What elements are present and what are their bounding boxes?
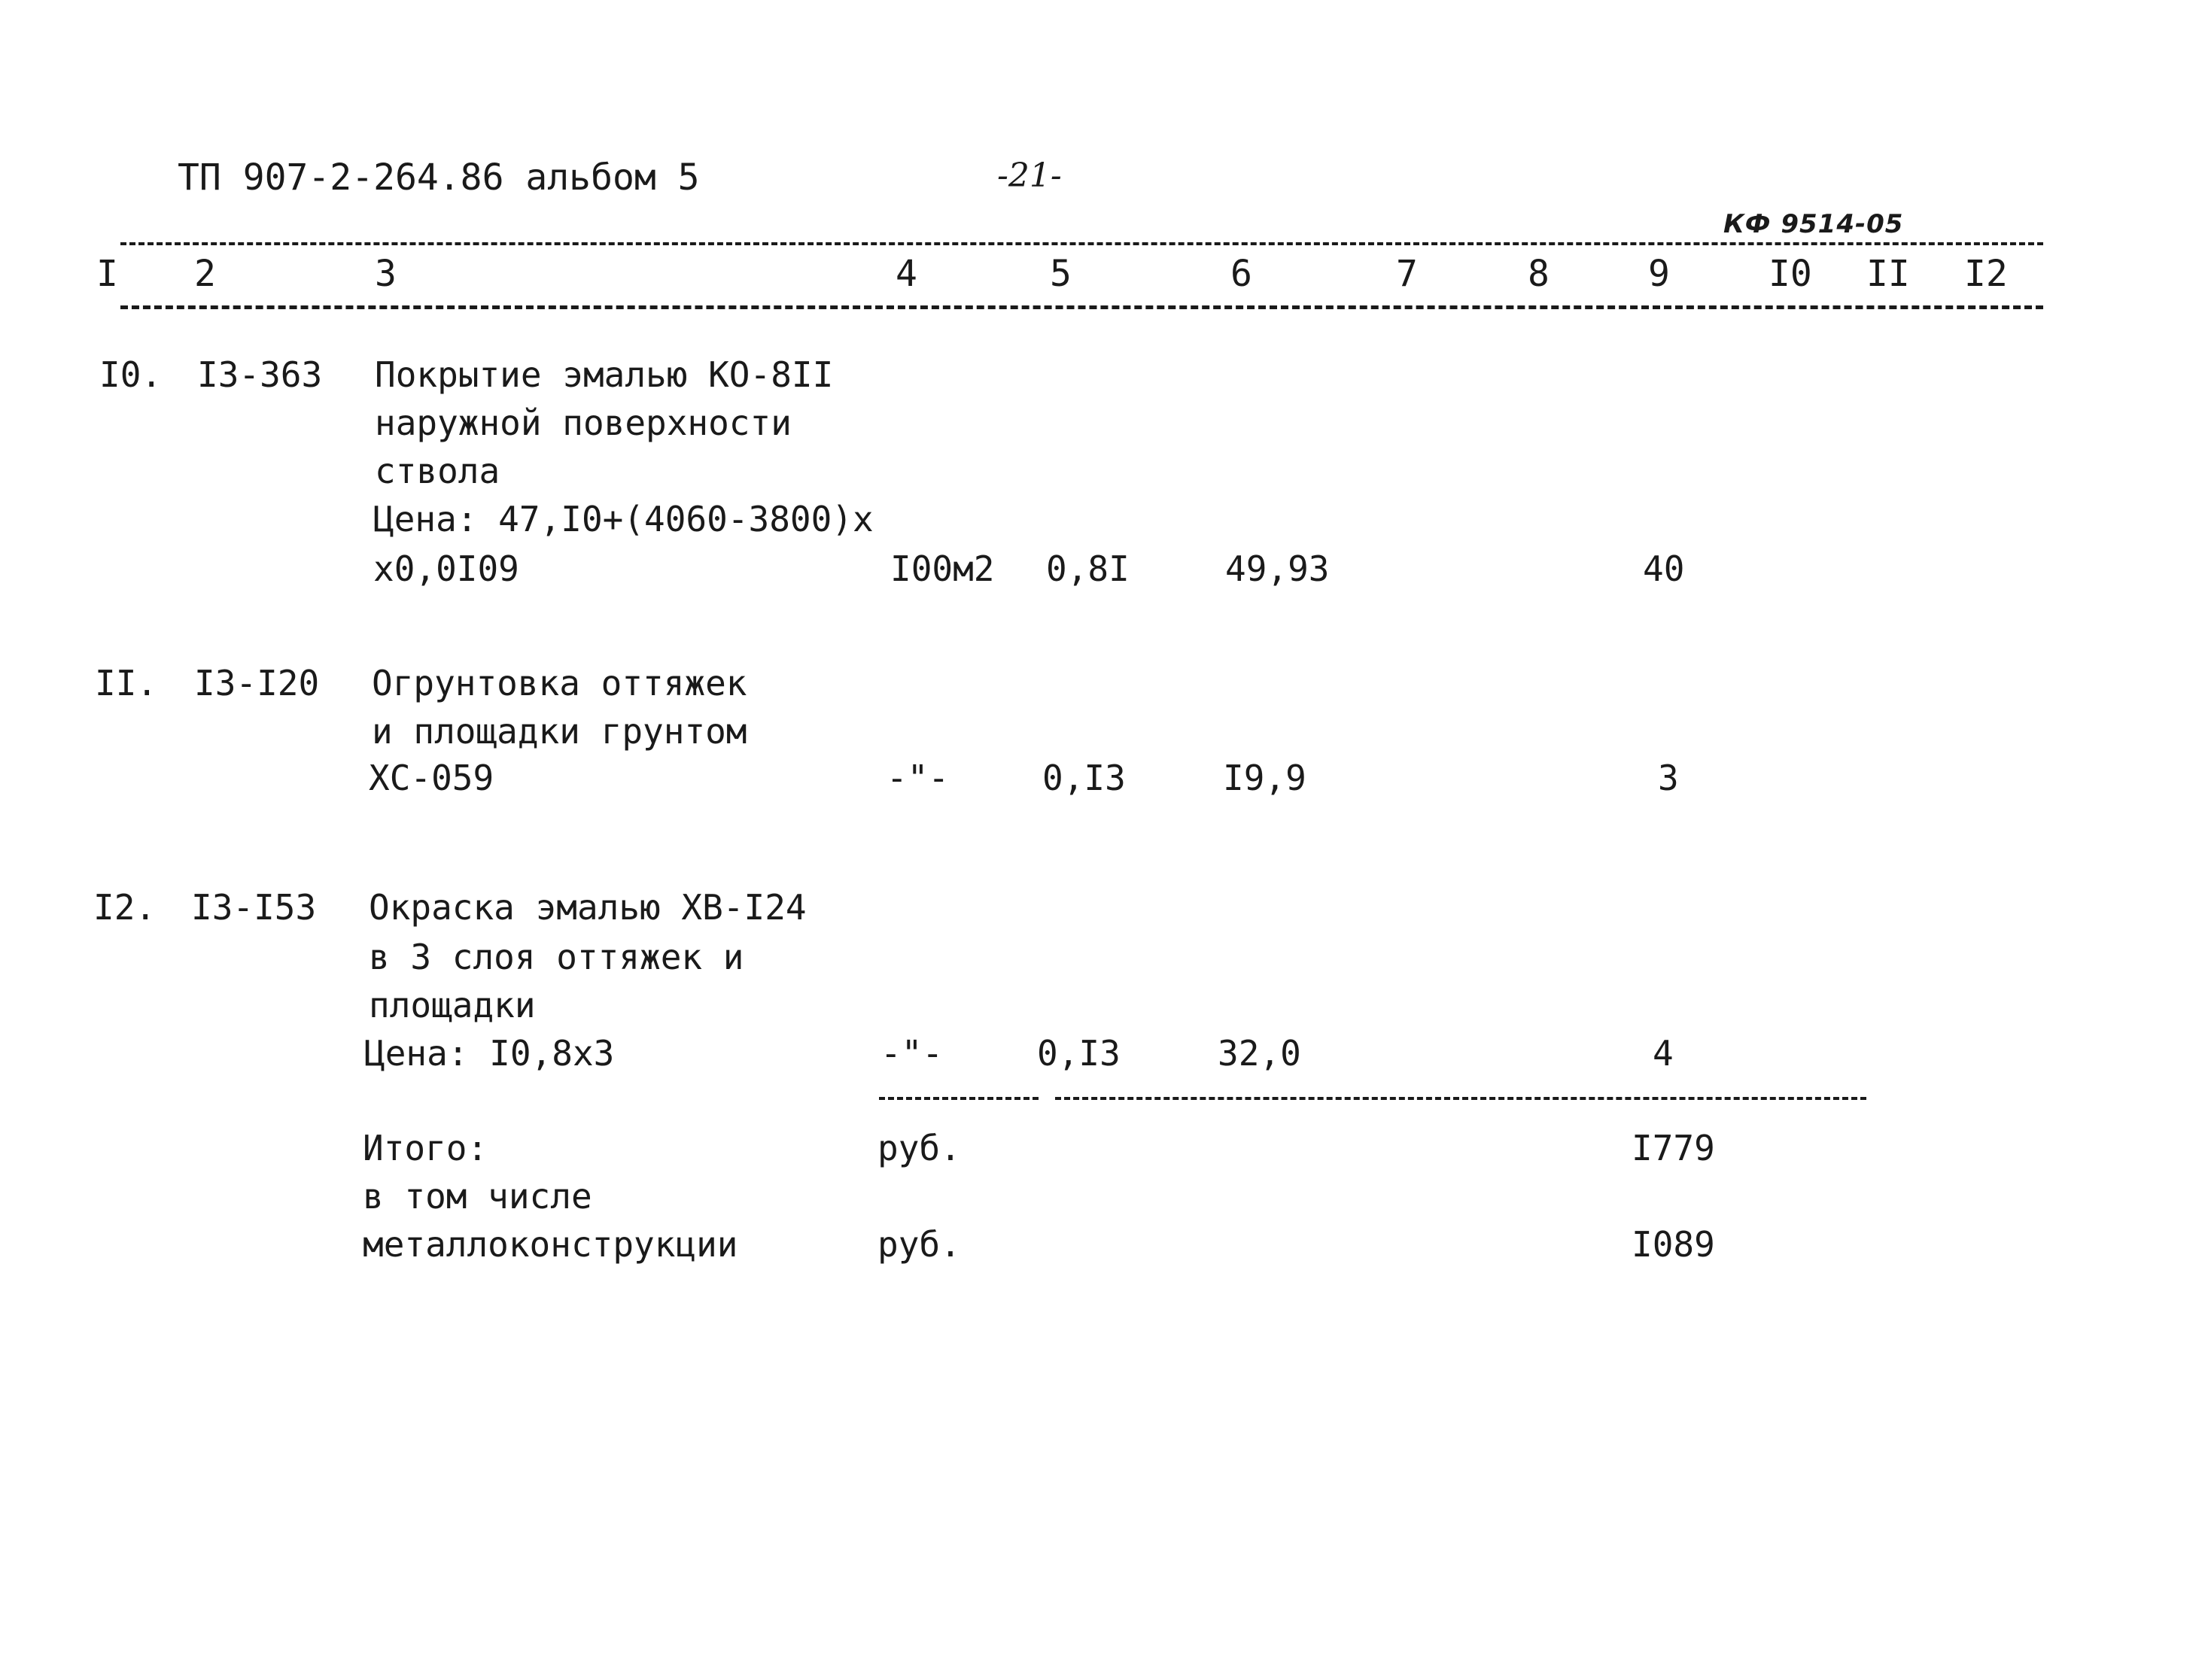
row-total: 4	[1653, 1033, 1674, 1074]
row-number: I0.	[99, 354, 163, 395]
row-unit: I00м2	[890, 548, 995, 589]
total-value: I779	[1632, 1128, 1715, 1168]
row-total: 3	[1658, 758, 1679, 798]
column-header-6: 6	[1230, 253, 1252, 295]
page-number: -21-	[997, 156, 1062, 195]
document-stamp: КФ 9514-05	[1723, 209, 1904, 239]
total-label: Итого:	[363, 1128, 488, 1168]
column-header-1: I	[96, 253, 118, 295]
column-header-12: I2	[1964, 253, 2008, 295]
row-description-line: Цена: I0,8х3	[364, 1033, 615, 1074]
column-header-5: 5	[1050, 253, 1072, 295]
row-unit: -"-	[880, 1033, 944, 1074]
column-header-3: 3	[375, 253, 397, 295]
row-code: I3-I53	[191, 887, 317, 928]
column-header-11: II	[1866, 253, 1910, 295]
row-total: 40	[1643, 548, 1685, 589]
column-header-2: 2	[194, 253, 216, 295]
row-quantity: 0,8I	[1046, 548, 1130, 589]
column-header-8: 8	[1528, 253, 1550, 295]
row-unit-price: I9,9	[1223, 758, 1306, 798]
column-header-4: 4	[896, 253, 917, 295]
row-description-line: наружной поверхности	[375, 403, 792, 443]
metal-structures-value: I089	[1632, 1224, 1715, 1265]
row-unit-price: 49,93	[1225, 548, 1330, 589]
row-description-line: ХС-059	[369, 758, 494, 798]
column-header-10: I0	[1769, 253, 1812, 295]
row-unit: -"-	[887, 758, 950, 798]
metal-structures-unit: руб.	[877, 1224, 961, 1265]
column-header-7: 7	[1396, 253, 1418, 295]
row-description-line: площадки	[369, 985, 536, 1025]
row-number: II.	[95, 663, 158, 703]
row-quantity: 0,I3	[1042, 758, 1126, 798]
document-reference: ТП 907-2-264.86 альбом 5	[178, 156, 700, 199]
summary-separator-left	[879, 1097, 1039, 1100]
row-unit-price: 32,0	[1218, 1033, 1301, 1074]
row-description-line: Окраска эмалью ХВ-I24	[369, 887, 807, 928]
row-description-line: Покрытие эмалью КО-8II	[375, 354, 834, 395]
total-unit: руб.	[877, 1128, 961, 1168]
row-description-line: Огрунтовка оттяжек	[372, 663, 747, 703]
row-quantity: 0,I3	[1037, 1033, 1121, 1074]
row-description-line: Цена: 47,I0+(4060-3800)х	[373, 499, 874, 539]
row-description-line: в 3 слоя оттяжек и	[369, 937, 744, 977]
row-code: I3-I20	[194, 663, 320, 703]
row-number: I2.	[93, 887, 157, 928]
row-description-line: и площадки грунтом	[372, 711, 747, 752]
row-description-line: ствола	[375, 451, 500, 491]
header-bottom-rule	[120, 305, 2043, 309]
row-description-line: х0,0I09	[373, 548, 519, 589]
column-header-9: 9	[1648, 253, 1670, 295]
row-code: I3-363	[197, 354, 323, 395]
including-label: в том числе	[363, 1176, 592, 1217]
summary-separator-right	[1055, 1097, 1866, 1100]
metal-structures-label: металлоконструкции	[363, 1224, 738, 1265]
header-top-rule	[120, 242, 2043, 245]
